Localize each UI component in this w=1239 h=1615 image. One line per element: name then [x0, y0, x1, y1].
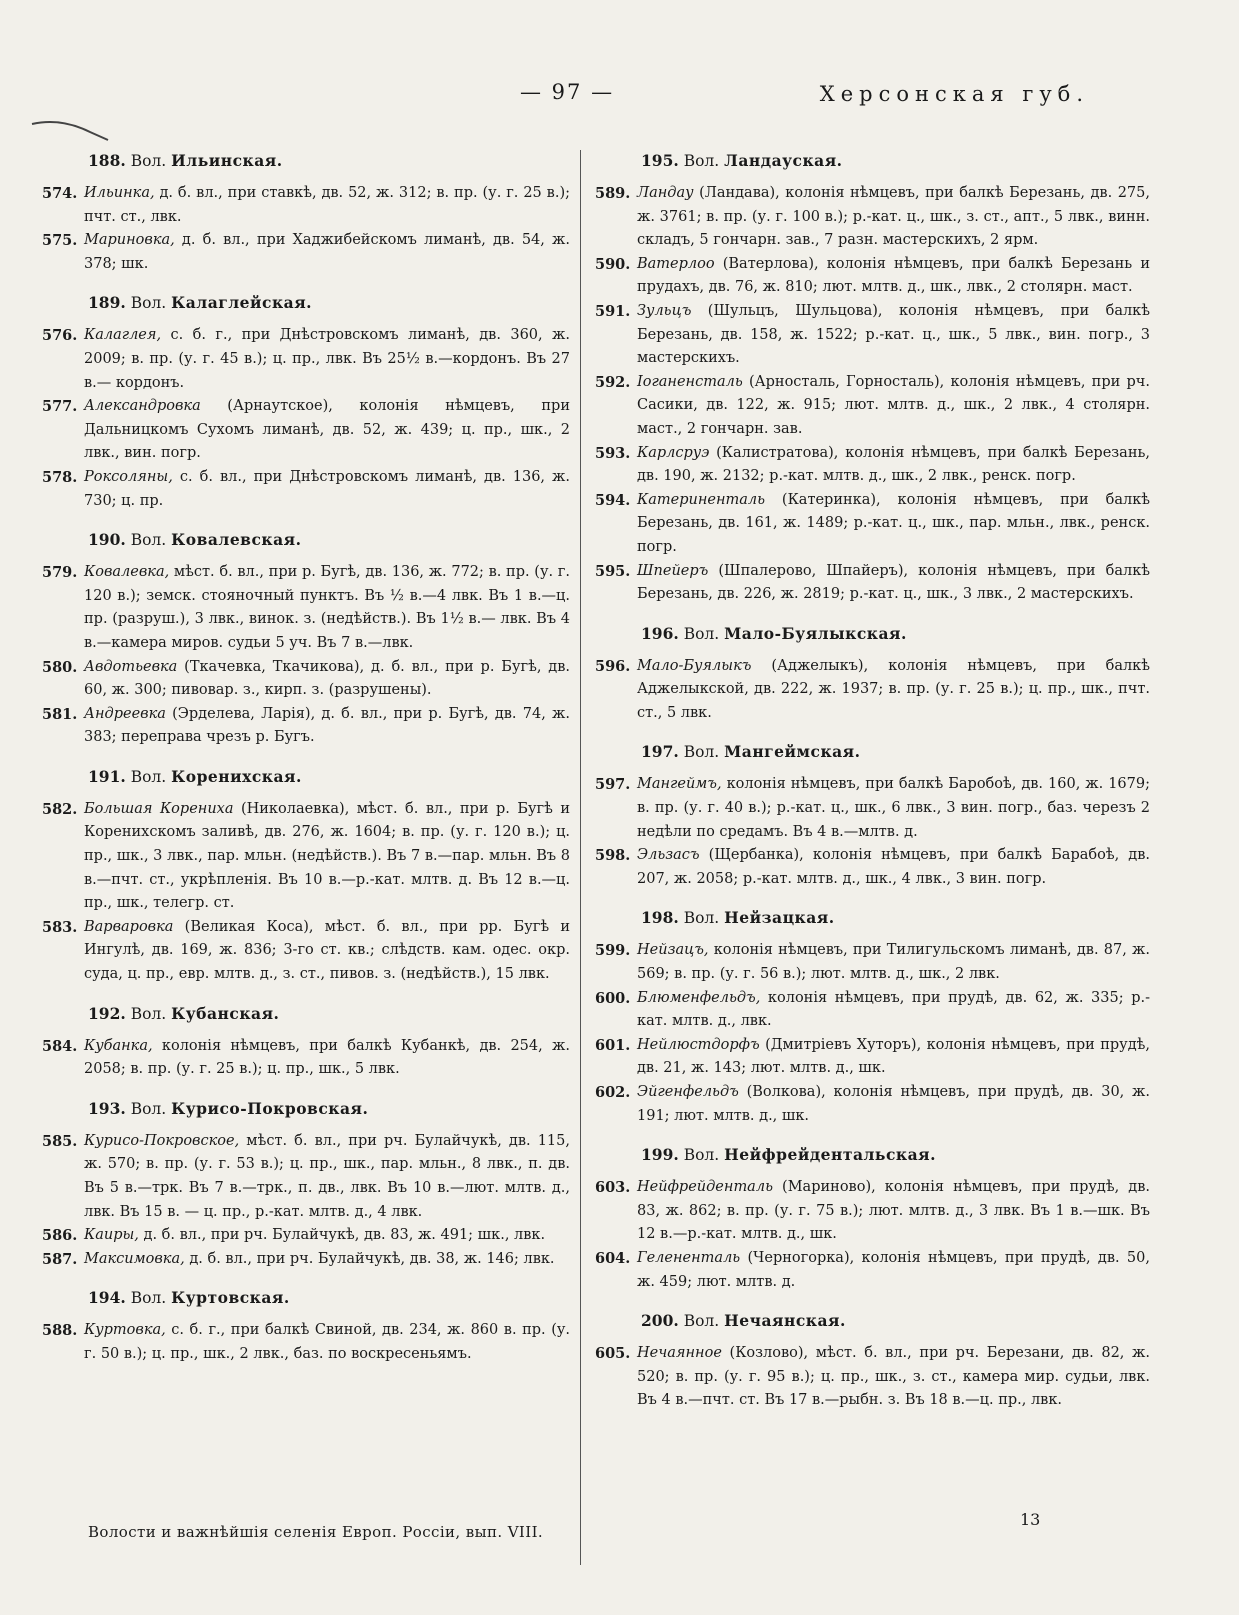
- volost-number: 189.: [88, 293, 126, 313]
- volost-number: 198.: [641, 908, 679, 928]
- volost-section: [595, 150, 1150, 621]
- volost-section: [595, 907, 1150, 1142]
- settlement-entry: [42, 395, 570, 466]
- settlement-entry: [42, 1130, 570, 1224]
- volost-name: Калаглейская.: [171, 293, 313, 313]
- entry-number: 592.: [595, 373, 631, 391]
- volost-heading: [42, 1287, 570, 1309]
- settlement-entry: [595, 300, 1150, 371]
- volost-section: [595, 741, 1150, 905]
- volost-section: [42, 1098, 570, 1286]
- settlement-description: д. б. вл., при рч. Булайчукѣ, дв. 83, ж. 491; шк., лвк.: [138, 1227, 546, 1244]
- volost-number: 188.: [88, 151, 126, 170]
- entry-number: 598.: [595, 847, 631, 865]
- volost-label: Вол.: [683, 1312, 720, 1331]
- volost-heading: [42, 1098, 570, 1120]
- section-gap: [42, 1367, 570, 1381]
- volost-label: Вол.: [683, 624, 720, 643]
- settlement-name: Катериненталь: [637, 491, 766, 508]
- pen-stroke-mark: [30, 118, 110, 142]
- settlement-entry: [42, 656, 570, 703]
- settlement-name: Каиры,: [84, 1227, 139, 1244]
- section-gap: [595, 607, 1150, 621]
- running-title: Херсонская губ.: [819, 82, 1089, 106]
- settlement-description: (Арнаутское), колонія нѣмцевъ, при Дальницкомъ Сухомъ лиманѣ, дв. 52, ж. 439; ц. пр., шк., 2 лвк., вин. погр.: [84, 398, 570, 462]
- settlement-name: Куртовка,: [84, 1322, 166, 1339]
- volost-section: [42, 1003, 570, 1096]
- settlement-name: Іоганенсталь: [637, 373, 743, 390]
- entry-number: 575.: [42, 232, 78, 250]
- volost-name: Нейзацкая.: [724, 908, 835, 928]
- volost-heading: [42, 766, 570, 788]
- volost-name: Мангеймская.: [724, 742, 861, 762]
- entry-number: 589.: [595, 185, 631, 202]
- settlement-description: д. б. вл., при Хаджибейскомъ лиманѣ, дв. 54, ж. 378; шк.: [84, 232, 570, 272]
- settlement-description: (Ткачевка, Ткачикова), д. б. вл., при р. Бугѣ, дв. 60, ж. 300; пивовар. з., кирп. з. (разрушены).: [84, 658, 570, 699]
- volost-number: 195.: [641, 151, 679, 170]
- settlement-description: (Великая Коса), мѣст. б. вл., при рр. Бугѣ и Ингулѣ, дв. 169, ж. 836; 3-го ст. кв.; слѣдств. кам. одес. окр. суда, ц. пр., евр. млтв. д., з. ст., пивов. з. (недѣйств.), 15 лвк.: [84, 918, 570, 983]
- settlement-description: (Арносталь, Горносталь), колонія нѣмцевъ, при рч. Сасики, дв. 122, ж. 915; лют. млтв. д., шк., 2 лвк., 4 столярн. маст., 2 гончарн. зав.: [637, 373, 1150, 437]
- volost-label: Вол.: [130, 1289, 167, 1308]
- settlement-name: Эльзасъ: [637, 847, 700, 864]
- entry-number: 603.: [595, 1179, 631, 1197]
- settlement-entry: [42, 182, 570, 229]
- settlement-entry: [595, 371, 1150, 442]
- volost-label: Вол.: [130, 1099, 167, 1118]
- settlement-description: (Шульцъ, Шульцова), колонія нѣмцевъ, при балкѣ Березань, дв. 158, ж. 1522; р.-кат. ц., шк., 5 лвк., вин. погр., 3 мастерскихъ.: [637, 302, 1150, 367]
- settlement-name: Авдотьевка: [84, 658, 178, 675]
- volost-name: Корениxская.: [171, 766, 302, 786]
- volost-heading: [42, 292, 570, 314]
- settlement-name: Нечаянное: [637, 1345, 722, 1362]
- volost-name: Нечаянская.: [724, 1311, 846, 1331]
- volost-name: Нейфрейдентальская.: [724, 1145, 936, 1165]
- settlement-entry: [42, 466, 570, 513]
- volost-number: 192.: [88, 1003, 126, 1023]
- settlement-name: Мангеймъ,: [637, 776, 722, 793]
- volost-heading: [595, 1310, 1150, 1332]
- entry-number: 600.: [595, 989, 631, 1007]
- settlement-entry: [595, 1081, 1150, 1128]
- entry-number: 579.: [42, 564, 78, 582]
- volost-name: Ильинская.: [171, 151, 283, 170]
- entry-number: 586.: [42, 1227, 78, 1245]
- volost-section: [42, 766, 570, 1001]
- settlement-description: (Аджелыкъ), колонія нѣмцевъ, при балкѣ Аджелыкской, дв. 222, ж. 1937; в. пр. (у. г. 25 в.); ц. пр., шк., пчт. ст., 5 лвк.: [637, 657, 1150, 721]
- settlement-description: колонія нѣмцевъ, при Тилигульскомъ лиманѣ, дв. 87, ж. 569; в. пр. (у. г. 56 в.); лют. млтв. д., шк., 2 лвк.: [637, 942, 1150, 983]
- settlement-description: (Николаевка), мѣст. б. вл., при р. Бугѣ и Коренихскомъ заливѣ, дв. 276, ж. 1604; в. пр. (у. г. 120 в.); ц. пр., шк., 3 лвк., пар. мльн. (недѣйств.). Въ 7 в.—пар. мльн. Въ 8 в.—пчт. ст., укрѣпленія. Въ 10 в.—р.-кат. млтв. д. Въ 12 в.—ц. пр., шк., телегр. ст.: [84, 800, 570, 912]
- settlement-name: Карлсруэ: [637, 444, 710, 461]
- settlement-name: Александровка: [84, 398, 201, 415]
- volost-section: [42, 292, 570, 527]
- column-divider: [580, 150, 581, 1565]
- entry-number: 588.: [42, 1322, 78, 1340]
- settlement-description: д. б. вл., при ставкѣ, дв. 52, ж. 312; в. пр. (у. г. 25 в.); пчт. ст., лвк.: [84, 185, 570, 225]
- settlement-description: (Эрделева, Ларія), д. б. вл., при р. Бугѣ, дв. 74, ж. 383; переправа чрезъ р. Бугъ.: [84, 705, 570, 746]
- volost-name: Мало-Буялыкская.: [724, 623, 907, 643]
- settlement-entry: [595, 773, 1150, 844]
- settlement-entry: [595, 253, 1150, 300]
- volost-heading: [42, 529, 570, 551]
- footer-note: Волости и важнѣйшія селенія Европ. Россіи, вып. VIII.: [88, 1523, 544, 1541]
- settlement-entry: [595, 182, 1150, 253]
- settlement-entry: [595, 489, 1150, 560]
- settlement-name: Мало-Буялыкъ: [637, 657, 752, 674]
- section-gap: [42, 750, 570, 764]
- settlement-name: Кубанка,: [84, 1037, 153, 1054]
- settlement-entry: [42, 561, 570, 655]
- volost-heading: [42, 150, 570, 172]
- settlement-description: (Катеринка), колонія нѣмцевъ, при балкѣ Березань, дв. 161, ж. 1489; р.-кат. ц., шк., пар. мльн., лвк., ренск. погр.: [637, 491, 1150, 555]
- volost-number: 196.: [641, 623, 679, 643]
- volost-name: Курисо-Покровская.: [171, 1098, 369, 1118]
- settlement-description: колонія нѣмцевъ, при балкѣ Баробоѣ, дв. 160, ж. 1679; в. пр. (у. г. 40 в.); р.-кат. ц., шк., 6 лвк., 3 вин. погр., баз. черезъ 2 недѣли по средамъ. Въ 4 в.—млтв. д.: [637, 776, 1150, 840]
- settlement-name: Ватерлоо: [637, 255, 715, 272]
- volost-section: [595, 1144, 1150, 1308]
- settlement-description: (Мариново), колонія нѣмцевъ, при прудѣ, дв. 83, ж. 862; в. пр. (у. г. 75 в.); лют. млтв. д., 3 лвк. Въ 1 в.—шк. Въ 12 в.—р.-кат. млтв. д., шк.: [637, 1179, 1150, 1243]
- entry-number: 577.: [42, 398, 78, 416]
- section-gap: [42, 276, 570, 290]
- settlement-name: Зульцъ: [637, 302, 692, 319]
- section-gap: [42, 1082, 570, 1096]
- entry-number: 595.: [595, 562, 631, 580]
- settlement-entry: [595, 655, 1150, 726]
- section-gap: [595, 891, 1150, 905]
- page-number: — 97 —: [520, 80, 615, 104]
- volost-name: Куртовская.: [171, 1288, 290, 1308]
- volost-number: 199.: [641, 1145, 679, 1165]
- volost-name: Ковалевская.: [171, 530, 302, 550]
- volost-number: 191.: [88, 766, 126, 786]
- volost-number: 197.: [641, 742, 679, 762]
- settlement-entry: [595, 1342, 1150, 1413]
- settlement-name: Эйгенфельдъ: [637, 1084, 739, 1100]
- settlement-entry: [42, 1035, 570, 1082]
- entry-number: 585.: [42, 1132, 78, 1150]
- settlement-name: Максимовка,: [84, 1250, 185, 1267]
- entry-number: 604.: [595, 1249, 631, 1267]
- settlement-description: (Волкова), колонія нѣмцевъ, при прудѣ, дв. 30, ж. 191; лют. млтв. д., шк.: [637, 1084, 1150, 1124]
- settlement-entry: [595, 560, 1150, 607]
- section-gap: [42, 987, 570, 1001]
- settlement-name: Курисо-Покровское,: [84, 1132, 240, 1149]
- settlement-entry: [42, 703, 570, 750]
- right-column: [595, 148, 1150, 1427]
- volost-heading: [595, 907, 1150, 929]
- settlement-name: Блюменфельдъ,: [637, 989, 761, 1006]
- settlement-description: с. б. г., при балкѣ Свиной, дв. 234, ж. 860 в. пр. (у. г. 50 в.); ц. пр., шк., 2 лвк., баз. по воскресеньямъ.: [84, 1322, 570, 1362]
- settlement-name: Варваровка: [84, 918, 174, 935]
- settlement-entry: [595, 939, 1150, 986]
- entry-number: 596.: [595, 657, 631, 675]
- settlement-name: Нейлюстдорфъ: [637, 1036, 760, 1053]
- volost-label: Вол.: [130, 152, 167, 170]
- volost-number: 190.: [88, 530, 126, 550]
- settlement-name: Ковалевка,: [84, 564, 170, 581]
- volost-name: Кубанская.: [171, 1003, 280, 1023]
- settlement-description: с. б. вл., при Днѣстровскомъ лиманѣ, дв. 136, ж. 730; ц. пр.: [84, 468, 570, 509]
- section-gap: [595, 725, 1150, 739]
- settlement-name: Мариновка,: [84, 232, 175, 249]
- volost-heading: [595, 150, 1150, 172]
- settlement-description: (Черногорка), колонія нѣмцевъ, при прудѣ, дв. 50, ж. 459; лют. млтв. д.: [637, 1249, 1150, 1290]
- settlement-entry: [595, 1247, 1150, 1294]
- entry-number: 583.: [42, 918, 78, 936]
- settlement-entry: [42, 1224, 570, 1248]
- settlement-description: (Ватерлова), колонія нѣмцевъ, при балкѣ Березань и прудахъ, дв. 76, ж. 810; лют. млтв. д., шк., лвк., 2 столярн. маст.: [637, 255, 1150, 296]
- entry-number: 587.: [42, 1250, 78, 1268]
- settlement-entry: [42, 229, 570, 276]
- entry-number: 591.: [595, 302, 631, 320]
- settlement-description: (Козлово), мѣст. б. вл., при рч. Березани, дв. 82, ж. 520; в. пр. (у. г. 95 в.); ц. пр., шк., з. ст., камера мир. судьи, лвк. Въ 4 в.—пчт. ст. Въ 17 в.—рыбн. з. Въ 18 в.—ц. пр., лвк.: [637, 1345, 1150, 1409]
- volost-heading: [595, 741, 1150, 763]
- entry-number: 601.: [595, 1036, 631, 1054]
- entry-number: 602.: [595, 1084, 631, 1101]
- volost-section: [595, 623, 1150, 740]
- entry-number: 597.: [595, 776, 631, 794]
- settlement-name: Ильинка,: [84, 185, 155, 201]
- volost-label: Вол.: [130, 531, 167, 550]
- entry-number: 593.: [595, 444, 631, 462]
- section-gap: [595, 1294, 1150, 1308]
- settlement-description: мѣст. б. вл., при рч. Булайчукѣ, дв. 115, ж. 570; в. пр. (у. г. 53 в.); ц. пр., шк., пар. мльн., 8 лвк., п. дв. Въ 5 в.—трк. Въ 7 в.—трк., п. дв., лвк. Въ 10 в.—лют. млтв. д., лвк. Въ 15 в. — ц. пр., р.-кат. млтв. д., 4 лвк.: [84, 1132, 570, 1220]
- settlement-description: (Шпалерово, Шпайеръ), колонія нѣмцевъ, при балкѣ Березань, дв. 226, ж. 2819; р.-кат. ц., шк., 3 лвк., 2 мастерскихъ.: [637, 562, 1150, 603]
- settlement-name: Роксоляны,: [84, 468, 173, 485]
- entry-number: 584.: [42, 1037, 78, 1055]
- settlement-entry: [595, 1176, 1150, 1247]
- settlement-entry: [42, 324, 570, 395]
- settlement-description: (Калистратова), колонія нѣмцевъ, при балкѣ Березань, дв. 190, ж. 2132; р.-кат. млтв. д., шк., 2 лвк., ренск. погр.: [637, 444, 1150, 485]
- volost-label: Вол.: [683, 1146, 720, 1165]
- volost-label: Вол.: [130, 1004, 167, 1023]
- settlement-name: Шпейеръ: [637, 562, 709, 579]
- volost-section: [42, 529, 570, 764]
- section-gap: [595, 1413, 1150, 1427]
- entry-number: 574.: [42, 185, 78, 202]
- entry-number: 590.: [595, 255, 631, 273]
- volost-label: Вол.: [130, 767, 167, 786]
- volost-heading: [42, 1003, 570, 1025]
- settlement-description: с. б. г., при Днѣстровскомъ лиманѣ, дв. 360, ж. 2009; в. пр. (у. г. 45 в.); ц. пр., лвк. Въ 25½ в.—кордонъ. Въ 27 в.— кордонъ.: [84, 327, 570, 391]
- volost-label: Вол.: [130, 294, 167, 313]
- settlement-entry: [595, 987, 1150, 1034]
- volost-label: Вол.: [683, 909, 720, 928]
- volost-number: 193.: [88, 1098, 126, 1118]
- entry-number: 576.: [42, 327, 78, 345]
- entry-number: 578.: [42, 468, 78, 486]
- volost-label: Вол.: [683, 743, 720, 762]
- entry-number: 605.: [595, 1345, 631, 1363]
- settlement-name: Нейзацъ,: [637, 942, 709, 959]
- volost-number: 200.: [641, 1311, 679, 1331]
- volost-label: Вол.: [683, 152, 720, 170]
- settlement-name: Гелененталь: [637, 1249, 741, 1266]
- settlement-description: колонія нѣмцевъ, при прудѣ, дв. 62, ж. 335; р.-кат. млтв. д., лвк.: [637, 989, 1150, 1030]
- entry-number: 594.: [595, 491, 631, 509]
- section-gap: [42, 1271, 570, 1285]
- settlement-entry: [595, 844, 1150, 891]
- volost-heading: [595, 1144, 1150, 1166]
- entry-number: 581.: [42, 705, 78, 723]
- section-gap: [595, 1128, 1150, 1142]
- volost-heading: [595, 623, 1150, 645]
- settlement-entry: [42, 1248, 570, 1272]
- entry-number: 599.: [595, 942, 631, 960]
- settlement-entry: [595, 442, 1150, 489]
- volost-section: [42, 1287, 570, 1380]
- volost-number: 194.: [88, 1288, 126, 1308]
- entry-number: 582.: [42, 800, 78, 818]
- settlement-name: Нейфрейденталь: [637, 1179, 773, 1196]
- settlement-description: (Ландава), колонія нѣмцевъ, при балкѣ Березань, дв. 275, ж. 3761; в. пр. (у. г. 100 в.); р.-кат. ц., шк., з. ст., апт., 5 лвк., винн. складъ, 5 гончарн. зав., 7 разн. мастерскихъ, 2 ярм.: [637, 185, 1150, 249]
- volost-name: Ландауская.: [724, 151, 843, 170]
- settlement-entry: [595, 1034, 1150, 1081]
- signature-number: 13: [1020, 1510, 1041, 1529]
- volost-section: [42, 150, 570, 290]
- settlement-entry: [42, 798, 570, 916]
- settlement-name: Андреевка: [84, 705, 166, 722]
- entry-number: 580.: [42, 658, 78, 676]
- settlement-description: мѣст. б. вл., при р. Бугѣ, дв. 136, ж. 772; в. пр. (у. г. 120 в.); земск. стояночный пунктъ. Въ ½ в.—4 лвк. Въ 1 в.—ц. пр. (разруш.), 3 лвк., винок. з. (недѣйств.). Въ 1½ в.— лвк. Въ 4 в.—камера миров. судьи 5 уч. Въ 7 в.—лвк.: [84, 564, 570, 651]
- section-gap: [42, 513, 570, 527]
- settlement-description: (Дмитріевъ Хуторъ), колонія нѣмцевъ, при прудѣ, дв. 21, ж. 143; лют. млтв. д., шк.: [637, 1036, 1150, 1077]
- settlement-name: Большая Корениха: [84, 800, 234, 817]
- settlement-entry: [42, 916, 570, 987]
- settlement-description: (Щербанка), колонія нѣмцевъ, при балкѣ Барабоѣ, дв. 207, ж. 2058; р.-кат. млтв. д., шк., 4 лвк., 3 вин. погр.: [637, 847, 1150, 887]
- settlement-description: д. б. вл., при рч. Булайчукѣ, дв. 38, ж. 146; лвк.: [184, 1250, 555, 1267]
- settlement-name: Ландау: [637, 185, 694, 201]
- volost-section: [595, 1310, 1150, 1427]
- settlement-entry: [42, 1319, 570, 1366]
- left-column: [42, 148, 570, 1381]
- settlement-description: колонія нѣмцевъ, при балкѣ Кубанкѣ, дв. 254, ж. 2058; в. пр. (у. г. 25 в.); ц. пр., шк., 5 лвк.: [84, 1037, 570, 1078]
- settlement-name: Калаглея,: [84, 327, 162, 344]
